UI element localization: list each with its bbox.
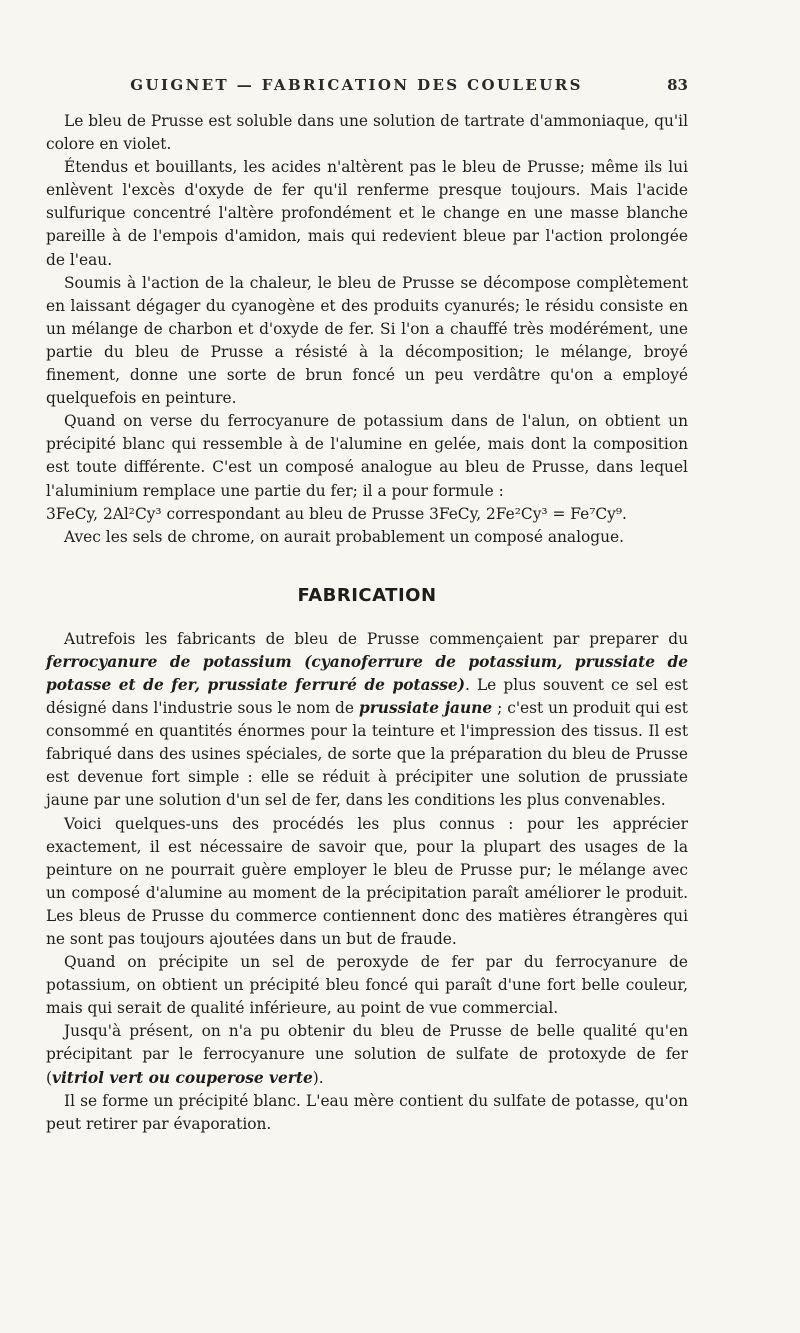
- text-run: . Le plus souvent ce sel est désigné dans l'industrie sous le nom de: [46, 675, 688, 718]
- italic-term: vitriol vert ou couperose verte: [52, 1068, 313, 1087]
- page-number: 83: [667, 76, 688, 94]
- paragraph: Il se forme un précipité blanc. L'eau mère contient du sulfate de potasse, qu'on peut retirer par évaporation.: [46, 1091, 688, 1133]
- italic-term: ferrocyanure de potassium (cyanoferrure de potassium, prussiate de potasse et de fer, prussiate ferruré de potasse): [46, 652, 688, 694]
- paragraph: Le bleu de Prusse est soluble dans une solution de tartrate d'ammoniaque, qu'il colore en violet.: [46, 112, 688, 154]
- text-run: ; c'est un produit qui est consommé en quantités énormes pour la teinture et l'impression des tissus. Il est fabriqué dans des usines spéciales, de sorte que la préparation du bleu de Prusse est devenue fort simple : elle se réduit à précipiter une solution de prussiate jaune par une solution d'un sel de fer, dans les conditions les plus convenables.: [46, 699, 688, 810]
- chemical-formula: 3FeCy, 2Al²Cy³ correspondant au bleu de Prusse 3FeCy, 2Fe²Cy³ = Fe⁷Cy⁹.: [46, 504, 627, 523]
- paragraph: Soumis à l'action de la chaleur, le bleu de Prusse se décompose complètement en laissant dégager du cyanogène et des produits cyanurés; le résidu consiste en un mélange de charbon et d'oxyde de fer. Si l'on a chauffé très modérément, une partie du bleu de Prusse a résisté à la décomposition; le mélange, broyé finement, donne une sorte de brun foncé un peu verdâtre qu'on a employé quelquefois en peinture.: [46, 273, 688, 408]
- section-heading: FABRICATION: [297, 584, 437, 606]
- paragraph: [46, 628, 688, 813]
- body-text: [46, 110, 688, 1136]
- paragraph: Quand on verse du ferrocyanure de potassium dans de l'alun, on obtient un précipité blanc qui ressemble à de l'alumine en gelée, mais dont la composition est toute différente. C'est un composé analogue au bleu de Prusse, dans lequel l'aluminium remplace une partie du fer; il a pour formule :: [46, 412, 688, 500]
- paragraph: Avec les sels de chrome, on aurait probablement un composé analogue.: [64, 527, 625, 546]
- paragraph: Voici quelques-uns des procédés les plus connus : pour les apprécier exactement, il est nécessaire de savoir que, pour la plupart des usages de la peinture on ne pourrait guère employer le bleu de Prusse pur; le mélange avec un composé d'alumine au moment de la précipitation paraît améliorer le produit. Les bleus de Prusse du commerce contiennent donc des matières étrangères qui ne sont pas toujours ajoutées dans un but de fraude.: [46, 814, 688, 948]
- paragraph: Quand on précipite un sel de peroxyde de fer par du ferrocyanure de potassium, on obtient un précipité bleu foncé qui paraît d'une fort belle couleur, mais qui serait de qualité inférieure, au point de vue commercial.: [46, 953, 688, 1018]
- paragraph: Étendus et bouillants, les acides n'altèrent pas le bleu de Prusse; même ils lui enlèvent l'excès d'oxyde de fer qu'il renferme presque toujours. Mais l'acide sulfurique concentré l'altère profondément et le change en une masse blanche pareille à de l'empois d'amidon, mais qui redevient bleue par l'action prolongée de l'eau.: [46, 158, 688, 269]
- paragraph: [46, 1020, 688, 1089]
- running-title: GUIGNET — FABRICATION DES COULEURS: [130, 76, 583, 94]
- text-run: Jusqu'à présent, on n'a pu obtenir du bleu de Prusse de belle qualité qu'en précipitant par le ferrocyanure une solution de sulfate de protoxyde de fer (: [46, 1022, 688, 1087]
- text-run: ).: [312, 1068, 324, 1087]
- page-header: [46, 76, 688, 100]
- text-run: Autrefois les fabricants de bleu de Prusse commençaient par preparer du: [64, 629, 688, 648]
- italic-term: prussiate jaune: [358, 699, 493, 718]
